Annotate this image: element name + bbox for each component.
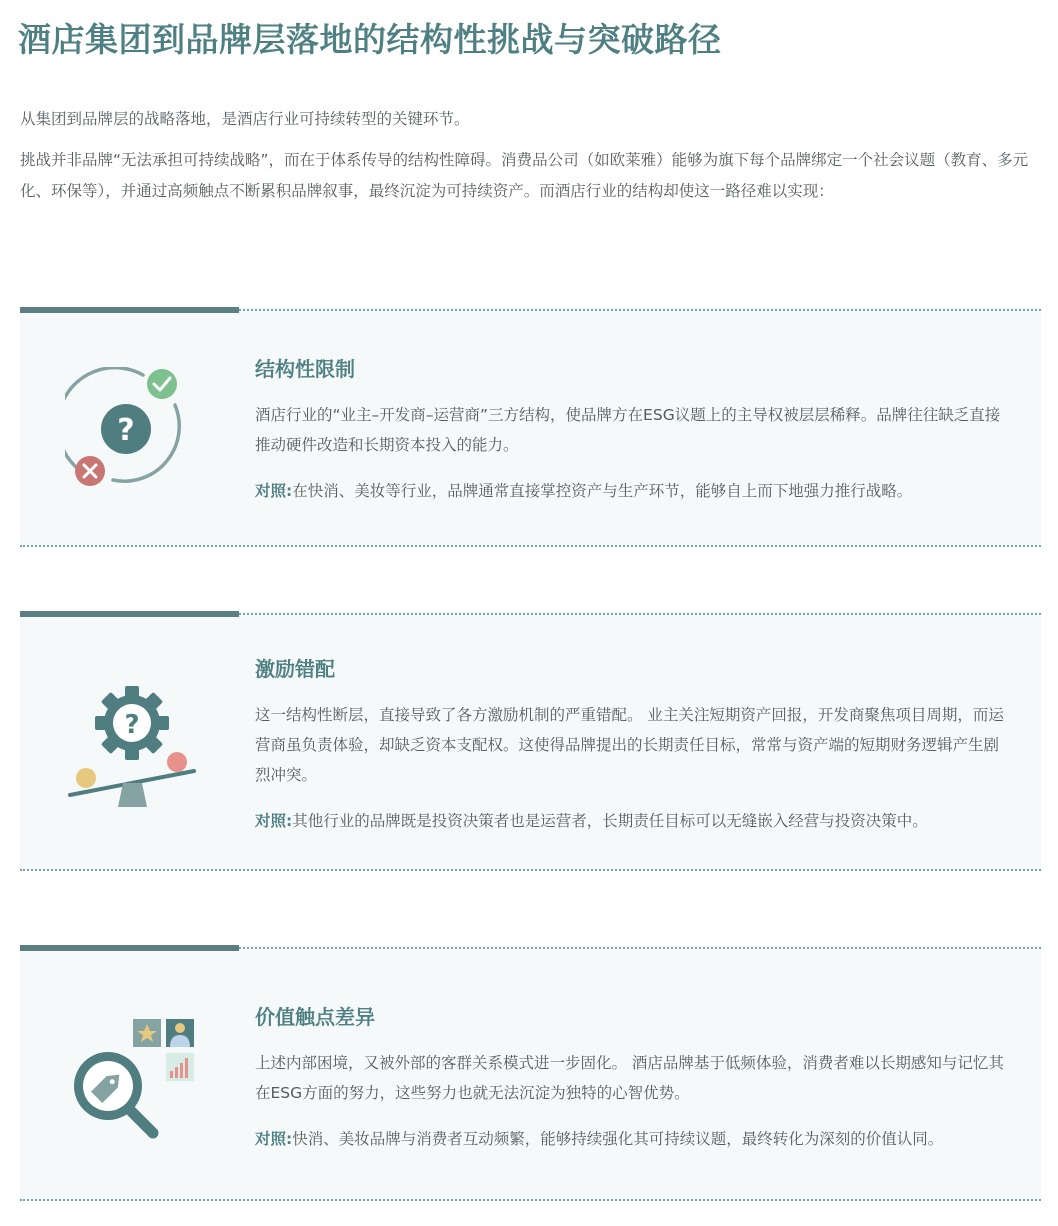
gear-seesaw-icon	[65, 683, 205, 813]
card-top-rule	[20, 945, 1041, 949]
card-body: 上述内部困境，又被外部的客群关系模式进一步固化。 酒店品牌基于低频体验，消费者难以长期感知与记忆其在ESG方面的努力，这些努力也就无法沉淀为独特的心智优势。	[255, 1054, 1004, 1102]
page-title: 酒店集团到品牌层落地的结构性挑战与突破路径	[18, 20, 722, 59]
card-top-rule	[20, 307, 1041, 311]
card-body: 这一结构性断层，直接导致了各方激励机制的严重错配。 业主关注短期资产回报，开发商聚焦项目周期，而运营商虽负责体验，却缺乏资本支配权。这使得品牌提出的长期责任目标，常常与资产端的短期财务逻辑产生剧烈冲突。	[255, 706, 1004, 784]
card-incentive-mismatch	[20, 611, 1041, 871]
card-structural-limits	[20, 307, 1041, 547]
card-bottom-rule	[20, 869, 1041, 871]
card-contrast	[255, 476, 1005, 506]
intro-paragraph: 挑战并非品牌“无法承担可持续战略”，而在于体系传导的结构性障碍。消费品公司（如欧莱雅）能够为旗下每个品牌绑定一个社会议题（教育、多元化、环保等），并通过高频触点不断累积品牌叙事，最终沉淀为可持续资产。而酒店行业的结构却使这一路径难以实现：	[20, 151, 1029, 200]
question-cycle-icon	[65, 367, 205, 497]
card-content	[255, 653, 1005, 836]
magnifier-tag-icon	[65, 1013, 205, 1143]
card-bottom-rule	[20, 545, 1041, 547]
card-title: 激励错配	[255, 657, 335, 681]
contrast-text: 快消、美妆品牌与消费者互动频繁，能够持续强化其可持续议题，最终转化为深刻的价值认同。	[292, 1130, 944, 1148]
svg-text:?: ?	[124, 710, 140, 740]
card-bottom-rule	[20, 1199, 1041, 1201]
card-title: 价值触点差异	[255, 1005, 375, 1029]
card-contrast	[255, 1124, 1005, 1154]
card-contrast	[255, 806, 1005, 836]
intro-paragraph: 从集团到品牌层的战略落地，是酒店行业可持续转型的关键环节。	[20, 110, 470, 128]
card-content	[255, 353, 1005, 506]
svg-text:?: ?	[117, 413, 135, 448]
contrast-text: 在快消、美妆等行业，品牌通常直接掌控资产与生产环节，能够自上而下地强力推行战略。	[292, 482, 913, 500]
intro-section	[20, 104, 1045, 217]
contrast-label: 对照:	[255, 482, 293, 500]
card-title: 结构性限制	[255, 357, 355, 381]
contrast-text: 其他行业的品牌既是投资决策者也是运营者，长期责任目标可以无缝嵌入经营与投资决策中。	[292, 812, 928, 830]
card-body: 酒店行业的“业主–开发商–运营商”三方结构，使品牌方在ESG议题上的主导权被层层稀释。品牌往往缺乏直接推动硬件改造和长期资本投入的能力。	[255, 406, 1001, 454]
card-content	[255, 1001, 1005, 1154]
contrast-label: 对照:	[255, 1130, 293, 1148]
card-value-touchpoint-difference	[20, 945, 1041, 1201]
card-top-rule	[20, 611, 1041, 615]
contrast-label: 对照:	[255, 812, 293, 830]
